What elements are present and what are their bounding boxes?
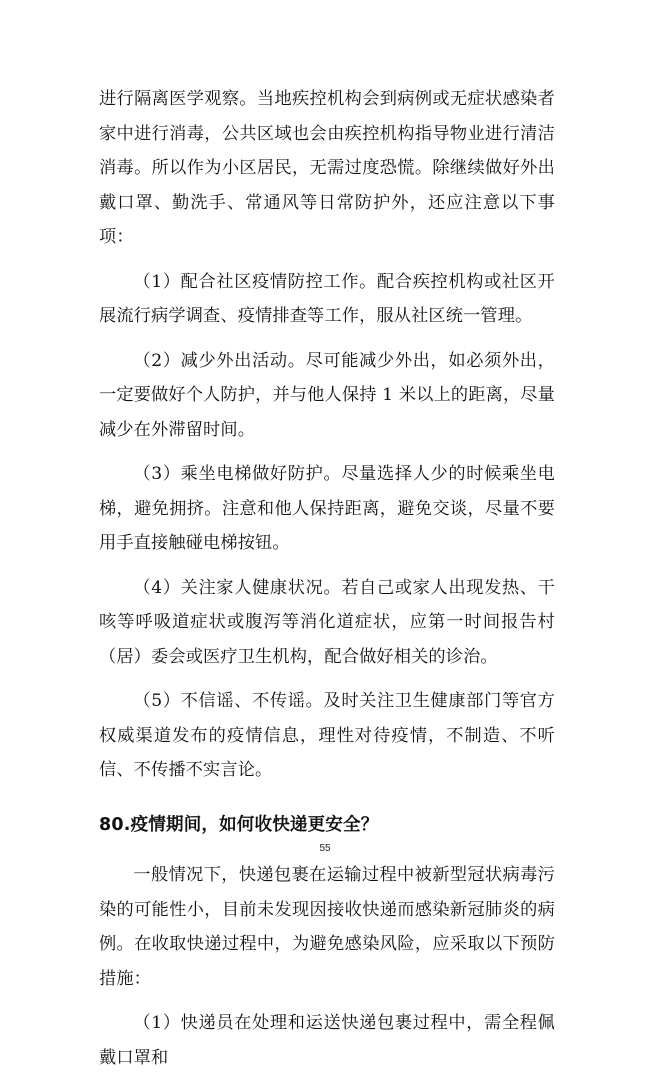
paragraph-intro-continued: 进行隔离医学观察。当地疾控机构会到病例或无症状感染者家中进行消毒，公共区域也会由疾控机构指导物业进行清洁消毒。所以作为小区居民，无需过度恐慌。除继续做好外出戴口罩、勤洗手、常通风等日常防护外，还应注意以下事项： [99, 89, 555, 247]
page-body [99, 82, 555, 1075]
section-heading: 80.疫情期间，如何收快递更安全？ [99, 814, 379, 835]
list-item-no-rumors: （5）不信谣、不传谣。及时关注卫生健康部门等官方权威渠道发布的疫情信息，理性对待疫情，不制造、不听信、不传播不实言论。 [99, 691, 555, 780]
list-item-community-cooperation: （1）配合社区疫情防控工作。配合疾控机构或社区开展流行病学调查、疫情排查等工作，服从社区统一管理。 [99, 271, 555, 326]
list-item-reduce-outings: （2）减少外出活动。尽可能减少外出，如必须外出，一定要做好个人防护，并与他人保持 1 米以上的距离，尽量减少在外滞留时间。 [99, 350, 555, 440]
list-item-courier-mask: （1）快递员在处理和运送快递包裹过程中，需全程佩戴口罩和 [99, 1013, 555, 1068]
page-number: 55 [319, 843, 331, 854]
paragraph-section-intro: 一般情况下，快递包裹在运输过程中被新型冠状病毒污染的可能性小，目前未发现因接收快递而感染新冠肺炎的病例。在收取快递过程中，为避免感染风险，应采取以下预防措施： [99, 865, 555, 989]
list-item-family-health: （4）关注家人健康状况。若自己或家人出现发热、干咳等呼吸道症状或腹泻等消化道症状，应第一时间报告村（居）委会或医疗卫生机构，配合做好相关的诊治。 [99, 577, 555, 667]
list-item-elevator-protection: （3）乘坐电梯做好防护。尽量选择人少的时候乘坐电梯，避免拥挤。注意和他人保持距离，避免交谈，尽量不要用手直接触碰电梯按钮。 [99, 464, 555, 553]
